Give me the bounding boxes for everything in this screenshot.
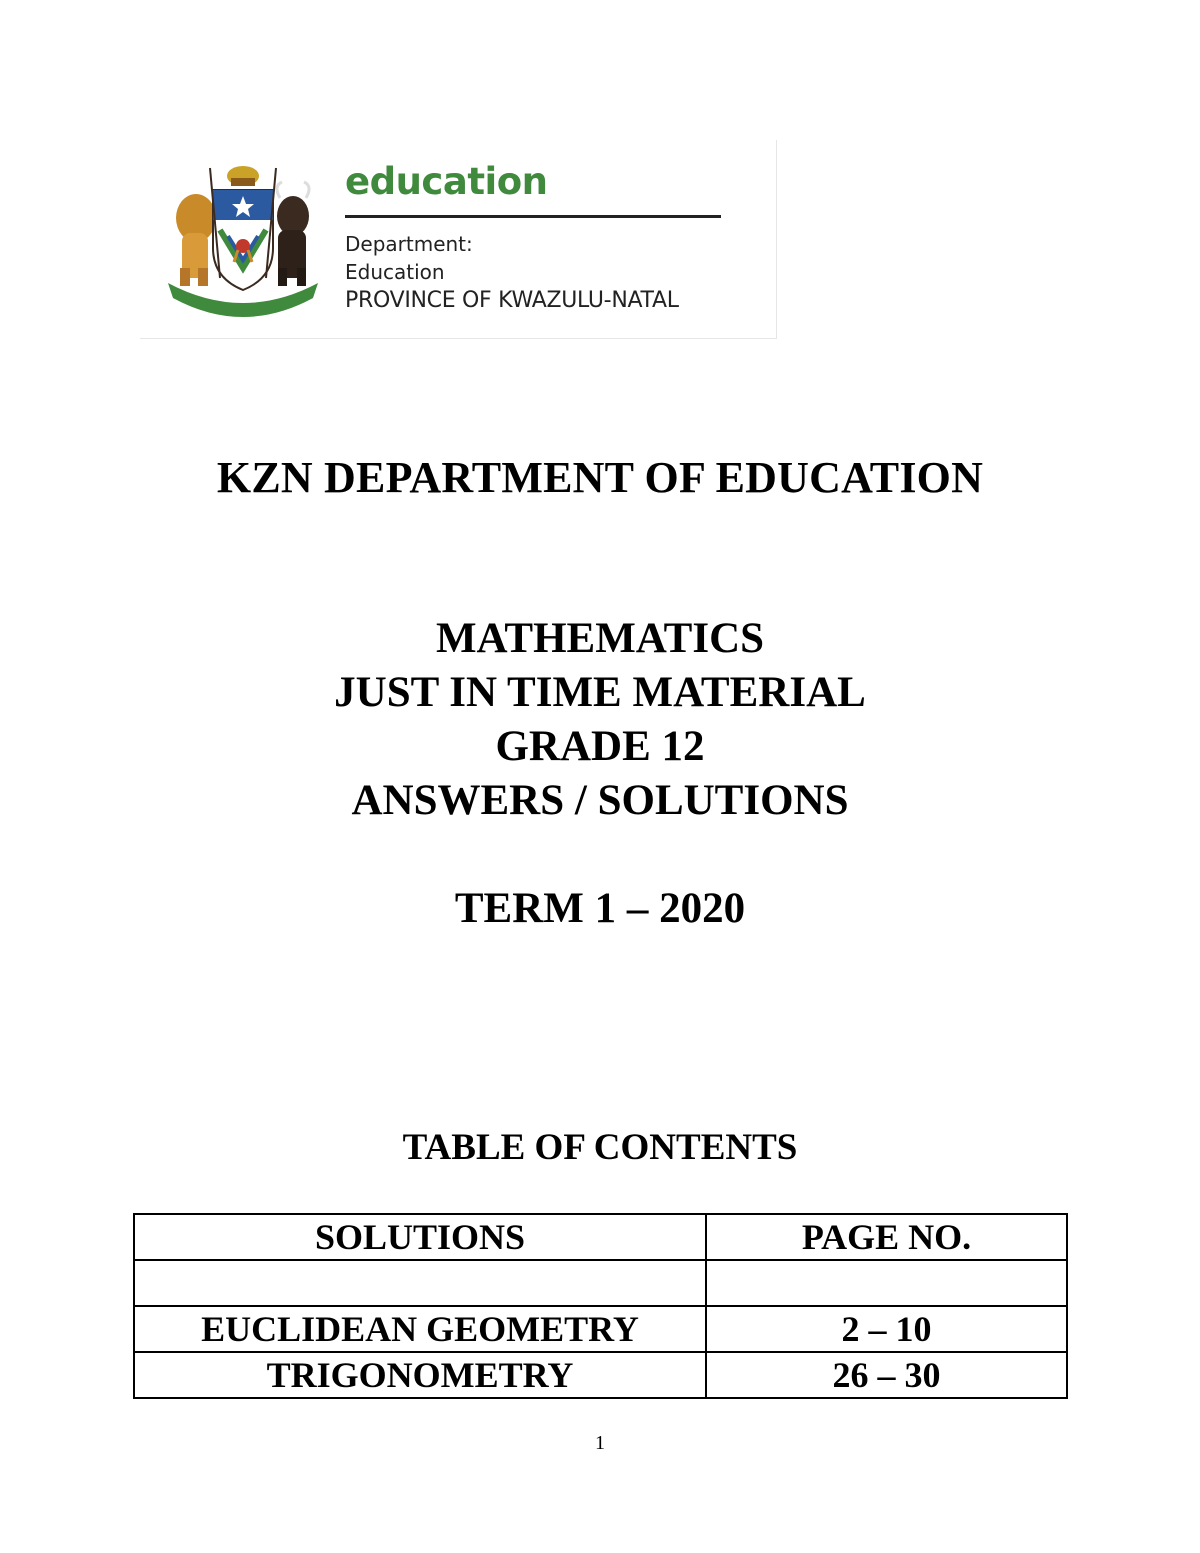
table-row	[134, 1260, 1067, 1306]
subject-line: MATHEMATICS	[435, 615, 765, 662]
subject-block	[0, 612, 1200, 828]
toc-section-cell: TRIGONOMETRY	[134, 1352, 706, 1398]
toc-column-header: SOLUTIONS	[134, 1214, 706, 1260]
logo-wordmark: education	[345, 160, 548, 203]
toc-heading: TABLE OF CONTENTS	[402, 1127, 798, 1168]
subject-line: GRADE 12	[495, 723, 705, 770]
table-row	[134, 1352, 1067, 1398]
logo-department-label: Department:	[345, 232, 473, 256]
toc-page-cell: 2 – 10	[706, 1306, 1067, 1352]
toc-column-header: PAGE NO.	[706, 1214, 1067, 1260]
page-title: KZN DEPARTMENT OF EDUCATION	[216, 453, 984, 502]
toc-header-row	[134, 1214, 1067, 1260]
table-row	[134, 1306, 1067, 1352]
page-number: 1	[595, 1432, 605, 1454]
toc-page-cell: 26 – 30	[706, 1352, 1067, 1398]
toc-section-cell	[134, 1260, 706, 1306]
logo-divider	[345, 215, 721, 218]
toc-table	[133, 1213, 1068, 1399]
subject-line: JUST IN TIME MATERIAL	[334, 669, 866, 716]
coat-of-arms-icon	[158, 158, 328, 323]
toc-section-cell: EUCLIDEAN GEOMETRY	[134, 1306, 706, 1352]
term-label: TERM 1 – 2020	[454, 885, 746, 932]
logo-banner	[140, 140, 777, 339]
logo-education-label: Education	[345, 260, 445, 284]
toc-page-cell	[706, 1260, 1067, 1306]
logo-province-label: PROVINCE OF KWAZULU-NATAL	[345, 288, 679, 313]
subject-line: ANSWERS / SOLUTIONS	[351, 777, 849, 824]
